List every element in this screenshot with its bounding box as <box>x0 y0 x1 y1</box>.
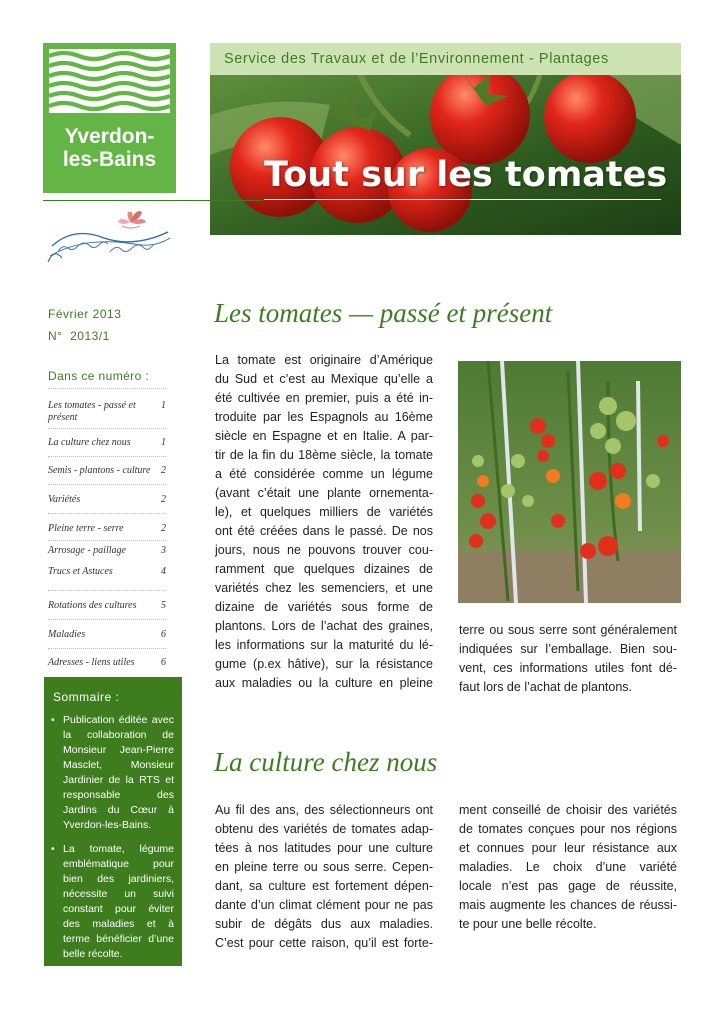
toc-divider <box>48 648 166 649</box>
article1-column2: terre ou sous serre sont généralement indiquées sur l’emballage. Bien sou- vent, ces informations utiles font dé- faut lors de l’achat de plantons. <box>459 623 677 694</box>
toc-divider <box>48 388 166 389</box>
toc-item[interactable]: Arrosage - paillage 3 <box>48 545 166 556</box>
toc-item[interactable]: Pleine terre - serre 2 <box>48 523 166 534</box>
toc-divider <box>48 619 166 620</box>
toc-divider <box>48 456 166 457</box>
jardins-du-coeur-logo <box>44 208 176 268</box>
toc-heading: Dans ce numéro : <box>48 369 150 383</box>
summary-title: Sommaire : <box>53 690 120 704</box>
summary-item: • Publication éditée avec la collaboration de Monsieur Jean-Pierre Masclet, Monsieur Jardinier de la RTS et responsable des Jardins du Cœur à Yverdon-les-Bains. <box>50 713 174 833</box>
toc-divider <box>48 513 166 514</box>
header-bar <box>210 43 681 75</box>
article1-column1: La tomate est originaire d’Amérique du Sud et c’est au Mexique qu’elle a été cultivée en premier, puis a été in- troduite par les Espagnols au 16ème siècle en Espagne et en Italie. A par- tir de la fin du 18ème siècle, la tomate a été considérée comme un légume (avant c’était une plante ornementa- le), et quelques milliers de variétés ont été créées dans le passé. De nos jours, nous ne pouvons trouver cou- ramment que quelques dizaines de variétés chez les semenciers, et une dizaine de variétés sous forme de plantons. Lors de l’achat des graines, les informations sur la maturité du lé- gume (p.ex hâtive), sur la résistance aux maladies ou la culture en pleine <box>215 353 433 690</box>
summary-list <box>50 713 174 971</box>
article2-column2: ment conseillé de choisir des variétés de tomates conçues pour nos régions et connues pour leur résistance aux maladies. Le choix d’une variété locale n’est pas gage de réussite, mais augmente les chances de réussi- te pour une belle récolte. <box>459 803 677 931</box>
newsletter-title: Tout sur les tomates <box>264 155 668 195</box>
issue-date: Février 2013 <box>48 307 122 321</box>
toc-divider <box>48 428 166 429</box>
toc-item[interactable]: Adresses - liens utiles 6 <box>48 657 166 668</box>
toc-divider <box>48 590 166 591</box>
article-title-tomates: Les tomates — passé et présent <box>214 298 553 328</box>
toc-item[interactable]: Maladies 6 <box>48 629 166 640</box>
toc-item[interactable]: Rotations des cultures 5 <box>48 600 166 611</box>
tomato-plants-photo <box>458 361 681 603</box>
article2-column1: Au fil des ans, des sélectionneurs ont obtenu des variétés de tomates adap- tées à nos latitudes pour une culture en pleine terre ou sous serre. Cepen- dant, sa culture est fortement dépen- dante d’un climat clément pour ne pas subir de dégâts dus aux maladies. C’est pour cette raison, qu’il est forte- <box>215 803 433 950</box>
issue-number: N° 2013/1 <box>48 329 110 343</box>
toc-item[interactable]: Les tomates - passé et présent 1 <box>48 400 166 423</box>
toc-item[interactable]: Variétés 2 <box>48 494 166 505</box>
yverdon-logo <box>43 43 176 193</box>
logo-text: Yverdon- les-Bains <box>49 117 170 187</box>
lotus-icon <box>118 211 146 228</box>
toc-divider <box>48 484 166 485</box>
article-title-culture: La culture chez nous <box>214 747 438 777</box>
toc-divider <box>48 540 166 541</box>
toc-item[interactable]: La culture chez nous 1 <box>48 437 166 448</box>
header-divider <box>43 200 263 201</box>
toc-item[interactable]: Trucs et Astuces 4 <box>48 566 166 577</box>
title-underline <box>264 199 661 200</box>
summary-box <box>44 677 182 966</box>
toc-item[interactable]: Semis - plantons - culture 2 <box>48 465 166 476</box>
service-title: Service des Travaux et de l’Environnement - Plantages <box>224 51 609 67</box>
waves-icon <box>49 49 170 113</box>
summary-item: • La tomate, légume emblématique pour bien des jardiniers, nécessite un suivi constant pour éviter des maladies et à terme bénéficier d’une belle récolte. <box>50 842 174 962</box>
